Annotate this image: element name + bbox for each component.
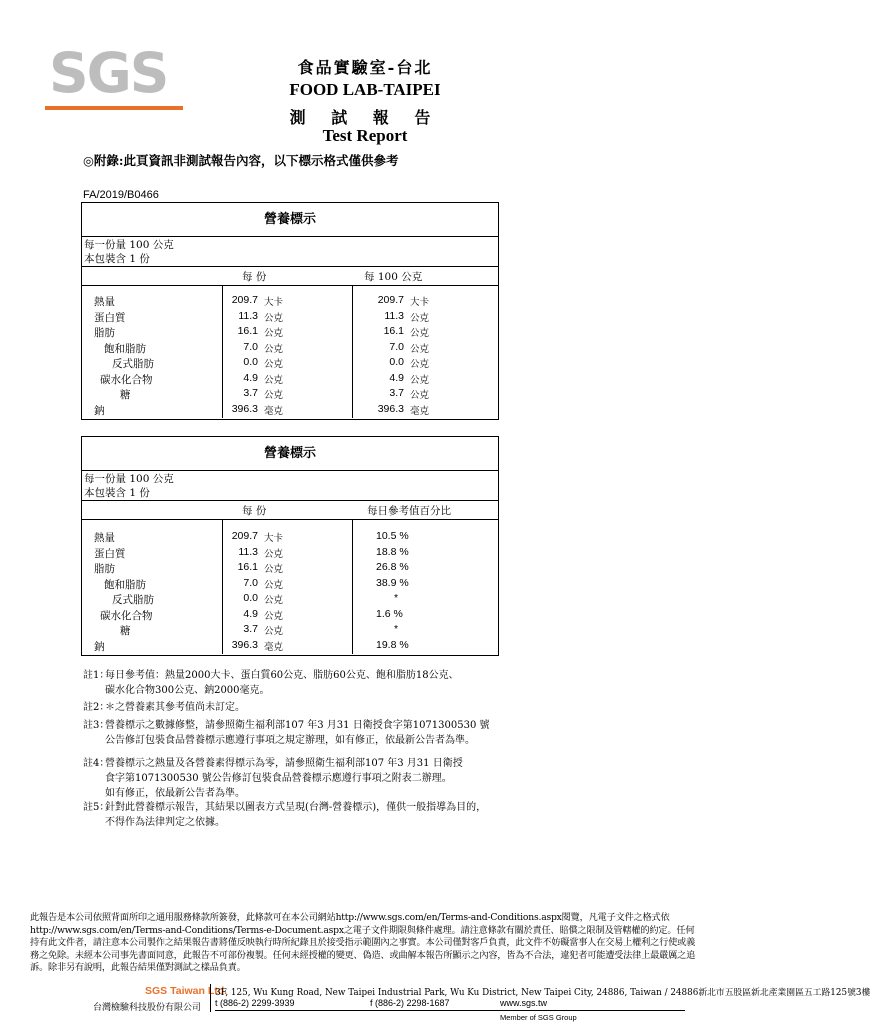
daily-value-percent: 1.6 %: [376, 607, 403, 620]
lab-name-en: FOOD LAB-TAIPEI: [289, 80, 441, 99]
table-row: [82, 341, 498, 357]
nutrient-label: 反式脂肪: [112, 358, 154, 370]
per-100g-value: 11.3: [384, 309, 404, 322]
note-line: 營養標示之數據修整，請參照衛生福利部107 年3 月31 日衛授食字第1071300530 號: [105, 720, 490, 731]
table-title: 營養標示: [82, 437, 498, 471]
note-line: 每日參考值：熱量2000大卡、蛋白質60公克、脂肪60公克、飽和脂肪18公克、: [105, 670, 459, 681]
table-row: [82, 608, 498, 624]
nutrition-table-per-100g: [81, 202, 499, 420]
per-serving-unit: 毫克: [264, 641, 284, 653]
per-serving-value: 0.0: [243, 356, 258, 368]
per-serving-value: 11.3: [238, 309, 258, 322]
per-100g-unit: 公克: [410, 328, 430, 339]
per-serving-unit: 公克: [264, 610, 284, 622]
nutrient-label: 糖: [120, 389, 131, 401]
per-serving-unit: 大卡: [264, 297, 284, 308]
per-serving-unit: 公克: [264, 328, 284, 339]
per-serving-unit: 公克: [264, 359, 284, 370]
table-row: [82, 546, 498, 562]
note-line: 針對此營養標示報告，其結果以圖表方式呈現(台灣-營養標示)，僅供一般指導為目的，: [105, 802, 487, 813]
per-100g-unit: 公克: [410, 312, 430, 324]
col-daily-value-pct: 每日參考值百分比: [367, 505, 451, 517]
per-100g-value: 396.3: [377, 402, 404, 415]
company-address: 3F, 125, Wu Kung Road, New Taipei Industrial Park, Wu Ku District, New Taipei City, 24886, Taiwan / 24886新北市五股區新北產業園區五工路125號3樓: [215, 988, 870, 998]
per-serving-unit: 公克: [264, 626, 284, 637]
table-row: [82, 310, 498, 326]
daily-value-percent: 38.9 %: [376, 576, 409, 589]
note-item: [83, 800, 486, 830]
table-row: [82, 403, 498, 419]
legal-text-2: 閱覽，凡電子文件之格式依: [561, 912, 670, 923]
table-row: [82, 294, 498, 310]
company-name-zh: 台灣檢驗科技股份有限公司: [93, 1003, 202, 1013]
per-serving-value: 396.3: [231, 638, 258, 651]
note-key: 註2：: [83, 702, 110, 713]
table-row: [82, 372, 498, 388]
note-line: ＊之營養素其參考值尚未訂定。: [105, 702, 245, 713]
per-serving-value: 3.7: [243, 387, 258, 399]
per-100g-unit: 大卡: [410, 297, 430, 308]
terms-link[interactable]: http://www.sgs.com/en/Terms-and-Conditions.aspx: [335, 912, 562, 923]
per-serving-unit: 公克: [264, 374, 284, 386]
table-row: [82, 530, 498, 546]
table-row: [82, 387, 498, 403]
legal-text-3: 之電子文件期限與條件處理。請注意條款有關於責任、賠償之限制及管轄權的約定。任何持有此文件者，請注意本公司製作之結果報告書將僅反映執行時所紀錄且於接受指示範圍內之事實。本公司僅對客戶負責，此文件不妨礙當事人在交易上權利之行使或義務之免除。未經本公司事先書面同意，此報告不可部份複製。任何未經授權的變更、偽造、或曲解本報告所顯示之內容，皆為不合法，違犯者可能遭受法律上最嚴厲之追訴。除非另有說明，此報告結果僅對測試之樣品負責。: [30, 924, 696, 973]
table-title: 營養標示: [82, 203, 498, 237]
per-serving-value: 7.0: [243, 340, 258, 353]
col-per-serving: 每 份: [242, 505, 267, 517]
per-serving-value: 209.7: [231, 294, 258, 306]
table-row: [82, 592, 498, 608]
per-serving-unit: 大卡: [264, 533, 284, 544]
daily-value-percent: 18.8 %: [376, 545, 409, 558]
per-serving-unit: 公克: [264, 564, 284, 575]
column-header: [82, 501, 498, 520]
col-per-100g: 每 100 公克: [364, 271, 423, 283]
report-number: FA/2019/B0466: [83, 189, 159, 201]
note-line: 碳水化合物300公克、鈉2000毫克。: [105, 685, 270, 696]
e-document-terms-link[interactable]: http://www.sgs.com/en/Terms-and-Conditions/Terms-e-Document.aspx: [30, 924, 344, 936]
note-item: [83, 718, 490, 748]
nutrient-label: 碳水化合物: [100, 373, 153, 386]
daily-value-percent: 19.8 %: [376, 638, 409, 651]
per-100g-unit: 公克: [410, 343, 430, 355]
serving-size: 每一份量 100 公克: [84, 473, 174, 485]
per-serving-value: 4.9: [243, 371, 258, 384]
nutrient-label: 糖: [120, 625, 131, 637]
note-key: 註1：: [83, 670, 110, 681]
per-serving-unit: 公克: [264, 579, 284, 591]
per-100g-value: 0.0: [389, 356, 404, 368]
per-100g-value: 4.9: [389, 371, 404, 384]
nutrient-label: 脂肪: [94, 563, 115, 575]
telephone: t (886-2) 2299-3939: [215, 998, 295, 1008]
col-per-serving: 每 份: [242, 271, 267, 283]
note-item: [83, 756, 463, 801]
per-100g-value: 7.0: [389, 340, 404, 353]
table-row: [82, 561, 498, 577]
nutrient-label: 蛋白質: [94, 311, 126, 324]
note-line: 如有修正，依最新公告者為準。: [105, 788, 245, 799]
servings-per-package: 本包裝含 1 份: [84, 253, 150, 265]
per-serving-unit: 公克: [264, 343, 284, 355]
table-body: [82, 520, 498, 654]
per-100g-unit: 公克: [410, 390, 430, 401]
nutrient-label: 飽和脂肪: [104, 578, 146, 591]
note-line: 食字第1071300530 號公告修訂包裝食品營養標示應遵行事項之附表二辦理。: [105, 773, 452, 784]
member-of-group: Member of SGS Group: [500, 1013, 577, 1022]
nutrient-label: 鈉: [94, 640, 105, 653]
table-row: [82, 325, 498, 341]
serving-info: [82, 237, 498, 267]
per-serving-unit: 公克: [264, 595, 284, 606]
report-title-en: Test Report: [322, 126, 408, 145]
appendix-notice: ◎附錄:此頁資訊非測試報告內容，以下標示格式僅供參考: [83, 153, 399, 168]
servings-per-package: 本包裝含 1 份: [84, 487, 150, 499]
nutrient-label: 熱量: [94, 296, 115, 308]
per-serving-unit: 公克: [264, 548, 284, 560]
note-key: 註4：: [83, 758, 110, 769]
logo-bar: [45, 106, 183, 110]
nutrient-label: 碳水化合物: [100, 609, 153, 622]
note-line: 不得作為法律判定之依據。: [105, 817, 225, 828]
note-key: 註3：: [83, 720, 110, 731]
nutrient-label: 飽和脂肪: [104, 342, 146, 355]
table-row: [82, 577, 498, 593]
per-serving-value: 16.1: [237, 561, 258, 573]
footer-divider: [210, 984, 211, 1012]
legal-text-1: 此報告是本公司依照背面所印之通用服務條款所簽發，此條款可在本公司網站: [30, 912, 336, 923]
per-serving-unit: 毫克: [264, 405, 284, 417]
per-serving-unit: 公克: [264, 312, 284, 324]
per-serving-unit: 公克: [264, 390, 284, 401]
table-row: [82, 356, 498, 372]
legal-disclaimer: [30, 912, 698, 975]
table-body: [82, 286, 498, 418]
per-100g-unit: 公克: [410, 359, 430, 370]
per-100g-value: 3.7: [389, 387, 404, 399]
footer-rule: [215, 1010, 685, 1011]
nutrient-label: 反式脂肪: [112, 594, 154, 606]
nutrient-label: 蛋白質: [94, 547, 126, 560]
per-100g-value: 16.1: [383, 325, 404, 337]
note-line: 公告修訂包裝食品營養標示應遵行事項之規定辦理，如有修正，依最新公告者為準。: [105, 735, 475, 746]
nutrient-label: 熱量: [94, 532, 115, 544]
daily-value-percent: *: [394, 592, 399, 604]
company-name-en: SGS Taiwan Ltd.: [145, 985, 228, 997]
per-serving-value: 209.7: [231, 530, 258, 542]
daily-value-percent: 26.8 %: [376, 561, 409, 573]
per-serving-value: 11.3: [238, 545, 258, 558]
logo-text: SGS: [49, 41, 168, 105]
note-item: [83, 700, 245, 715]
lab-name-zh: 食品實驗室-台北: [297, 58, 433, 77]
column-header: [82, 267, 498, 286]
note-key: 註5：: [83, 802, 110, 813]
serving-info: [82, 471, 498, 501]
per-100g-unit: 毫克: [410, 405, 430, 417]
per-serving-value: 7.0: [243, 576, 258, 589]
per-serving-value: 4.9: [243, 607, 258, 620]
fax: f (886-2) 2298-1687: [370, 998, 450, 1008]
note-item: [83, 668, 459, 698]
table-row: [82, 639, 498, 655]
per-serving-value: 0.0: [243, 592, 258, 604]
per-serving-value: 3.7: [243, 623, 258, 635]
per-100g-unit: 公克: [410, 374, 430, 386]
note-line: 營養標示之熱量及各營養素得標示為零，請參照衛生福利部107 年3 月31 日衛授: [105, 758, 463, 769]
per-100g-value: 209.7: [377, 294, 404, 306]
report-title-zh: 測 試 報 告: [289, 108, 441, 127]
serving-size: 每一份量 100 公克: [84, 239, 174, 251]
daily-value-percent: 10.5 %: [376, 530, 409, 542]
sgs-logo: [45, 41, 183, 109]
nutrient-label: 脂肪: [94, 327, 115, 339]
table-row: [82, 623, 498, 639]
website: www.sgs.tw: [500, 998, 548, 1008]
nutrient-label: 鈉: [94, 404, 105, 417]
nutrition-table-daily-value: [81, 436, 499, 656]
daily-value-percent: *: [394, 623, 399, 635]
per-serving-value: 396.3: [231, 402, 258, 415]
per-serving-value: 16.1: [237, 325, 258, 337]
